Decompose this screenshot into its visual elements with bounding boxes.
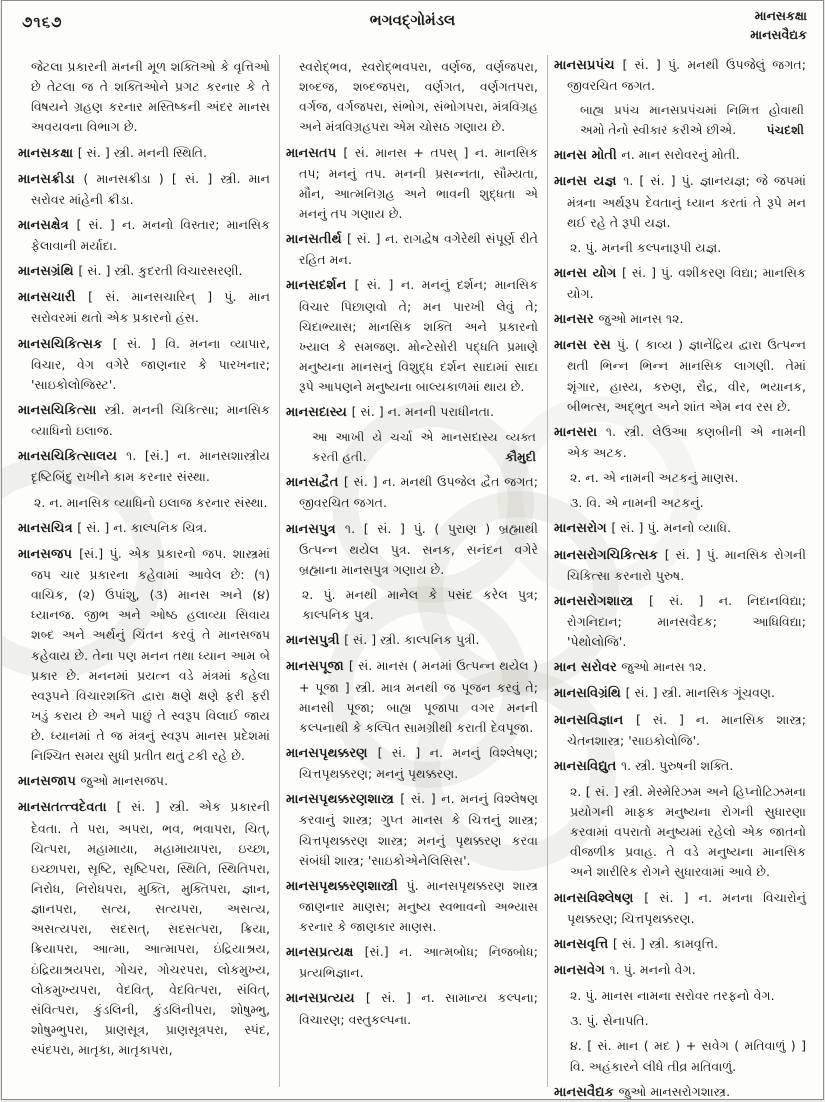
dictionary-entry [18,446,270,487]
entry-body: [ સં. ] ન. મનનું વિશ્લેષણ કરવાનું શાસ્ત્ર; ગુપ્ત માનસ કે ચિત્તનું શાસ્ત્ર; ચિત્તપૃથક્કરણ શાસ્ત્ર; મનનું પૃથક્કરણ કરવા સંબંધી શાસ્ત્ર; 'સાઇકોએનેલિસિસ'. [299,791,538,868]
entry-body: ૪. [ સં. માન ( મદ ) + સવેગ ( મતિવાળું ) ] વિ. અહંકારને લીધે તીવ્ર મતિવાળું. [570,1038,806,1074]
entry-sense [554,986,806,1006]
entry-body: [ સં. ] ન. સામાન્ય કલ્પના; વિચારણ; વસ્તુકલ્પના. [299,990,538,1027]
entry-body: ૧. [ સં. ] પું. ( પુરાણ ) બ્રહ્માથી ઉત્પન્ન થયેલ પુત્ર. સનક, સનંદન વગેરે બ્રહ્માના માનસપુત્ર ગણાય છે. [299,520,538,577]
entry-headword: માનસપૃથક્કરણશાસ્ત્રી [286,878,407,894]
entry-headword: માનસતીર્થ [286,232,347,248]
entry-body: ( માનસક્રીડા ) [ સં. ] સ્ત્રી. માન સરોવર માંહેની ક્રીડા. [31,170,270,207]
entry-body: [ સં. ] સ્ત્રી. એક પ્રકારની દેવતા. તે પરા, અપરા, ભવ, ભવાપરા, ચિત્, ચિત્પરા, મહામાયા, મહામાયાપરા, ઇચ્છા, ઇચ્છાપરા, સૃષ્ટિ, સૃષ્ટિપરા, સ્થિતિ, સ્થિતિપરા, નિરોધ, નિરોધપરા, મુક્તિ, મુક્તિપરા, જ્ઞાન, જ્ઞાનપરા, સત્ય, સત્યપરા, અસત્ય, અસત્યપરા, સદસત્, સદસત્પરા, ક્રિયા, ક્રિયાપરા, આત્મા, આત્માપરા, ઇંદ્રિયાશ્રય, ઇંદ્રિયાશ્રયપરા, ગોચર, ગોચરપરા, લોકમુખ્ય, લોકમુખ્યપરા, વેદવિત્, વેદવિત્પરા, સંવિત્, સંવિત્પરા, કુંડલિની, કુંડલિનીપરા, શોષુમ્ભુ, શોષુમ્ભુપરા, પ્રાણસૂત્ર, પ્રાણસૂત્રપરા, સ્પંદ, સ્પંદપરા, માતૃકા, માતૃકાપરા, [31,799,270,1058]
entry-body: ૧. [ સં. ] પું. જ્ઞાનયજ્ઞ; જે જપમાં મંત્રના અર્થરૂપ દેવતાનું ધ્યાન કરતાં તે રૂપે મન થઈ રહે તે રૂપી યજ્ઞ. [567,173,806,230]
entry-headword: માનસ મોતી [554,148,622,164]
entry-headword: માનસચિકિત્સા [18,403,105,419]
dictionary-entry [286,988,538,1029]
entry-body: [સં.] ન. આત્મબોધ; નિજબોધ; પ્રત્યભિજ્ઞાન. [299,944,538,981]
dictionary-entry [554,591,806,652]
entry-headword: માનસવિદ્યુત [554,758,621,774]
entry-headword: માનસપૃથક્કરણશાસ્ત્ર [286,792,401,808]
entry-sense [554,238,806,258]
entry-headword: માનસપ્રપંચ [554,58,623,73]
entry-body: [ સં. ] સ્ત્રી. માનસિક ગૂંચવણ. [625,685,776,701]
entry-body: [ સં. ] ન. મનની પરાધીનતા. [351,404,495,420]
entry-headword: માનસચિકિત્સક [18,336,113,352]
dictionary-entry [286,229,538,270]
dictionary-entry [18,771,270,792]
entry-body: [ સં. ] ન. મનથી ઉપજેલ દ્વૈત જગત; જીવરચિત જગત. [299,474,538,511]
guide-word-bottom: માનસવૈદ્યક [750,26,807,42]
entry-headword: માનસદ્વૈત [286,475,344,491]
dictionary-entry [554,1082,806,1100]
entry-headword: માનસપુત્ર [286,521,345,537]
entry-body: આ આખી યે ચર્ચા એ માનસદાસ્ય વ્યક્ત કરતી હતી. [312,430,536,464]
dictionary-entry [554,422,806,463]
dictionary-entry [286,519,538,580]
dictionary-entry [554,545,806,586]
dictionary-entry [554,55,806,96]
entry-headword: માનસપુત્રી [286,633,345,649]
entry-body: ૧. પું. મનનો વેગ. [609,961,696,977]
entry-body: સ્વરોદ્ભવ, સ્વરોદ્ભવપરા, વર્ણજ, વર્ણજપરા, શબ્દજ, શબ્દજપરા, વર્ણગત, વર્ણગતપરા, વર્ગજ, વર્ગજપરા, સંભોગ, સંભોગપરા, મંત્રવિગ્રહ અને મંત્રવિગ્રહપરા એમ ચોસઠ ગણાય છે. [299,59,538,135]
dictionary-entry [18,518,270,539]
entry-headword: માનસપ્રત્યક્ષ [286,945,365,961]
entry-body: ૩. પું. સેનાપતિ. [570,1013,649,1029]
dictionary-entry [554,518,806,539]
entry-body: જુઓ માનસરોગશાસ્ત્ર. [618,1083,731,1099]
entry-body: [ સં. ] વિ. મનના વ્યાપાર, વિચાર, વેગ વગેરે જાણનાર કે પારખનાર; 'સાઇકોલોજિસ્ટ'. [31,335,270,392]
entry-body: [ સં. ] સ્ત્રી. કાલ્પનિક પુત્રી. [344,632,480,648]
dictionary-entry [554,683,806,704]
dictionary-page [1,0,824,1100]
dictionary-entry [554,145,806,166]
entry-headword: માનસચિત્ર [18,520,78,536]
dictionary-entry [554,888,806,929]
entry-sense [554,468,806,488]
dictionary-entry [18,261,270,282]
dictionary-entry [554,309,806,330]
entry-body: [ સં. ] સ્ત્રી. કામવૃત્તિ. [612,935,719,951]
entry-headword: માનસવૈદ્યક [554,1084,619,1100]
entry-body: ૧. સ્ત્રી. પુરુષની શક્તિ. [620,757,734,773]
entry-citation [554,101,806,140]
dictionary-entry [18,797,270,1060]
entry-body: [ સં. ] સ્ત્રી. મનની સ્થિતિ. [77,144,208,160]
entry-headword: માનસવિગ્રંથિ [554,686,626,702]
citation-source: પંચદશી [766,122,804,137]
entry-headword: માનસરોગચિકિત્સક [554,547,665,563]
dictionary-entry [286,630,538,651]
entry-body: જુઓ માનસ ૧૨. [598,311,684,327]
entry-body: [ સં. ] ન. રાગદ્વેષ વગેરેથી સંપૂર્ણ રીતે રહિત મન. [299,231,538,268]
entry-body: સ્ત્રી. મનની ચિકિત્સા; માનસિક વ્યાધિનો ઇલાજ. [31,402,270,439]
entry-body: [ સં. ] ન. માનસિક શાસ્ત્ર; ચેતનશાસ્ત્ર; 'સાઇકોલોજિ'. [567,711,806,748]
entry-headword: માનસદર્શન [286,278,355,294]
entry-headword: માનસરોગશાસ્ત્ર [554,593,649,609]
page-header [2,1,823,53]
dictionary-entry [18,143,270,164]
dictionary-entry [18,169,270,210]
dictionary-entry [554,756,806,777]
entry-body: [ સં. ] પું. માનસિક રોગની ચિકિત્સા કરનારો પુરુષ. [567,546,806,583]
entry-sense [554,782,806,883]
entry-body: ૨. ન. એ નામની અટકનું માણસ. [570,470,739,486]
dictionary-entry [554,171,806,232]
entry-body: [ સં. ] ન. મનનું દર્શન; માનસિક વિચાર પિછાણવો તે; મન પારખી લેવું તે; ચિદાભ્યાસ; માનસિક શક્તિ અને પ્રકારનો ખ્યાલ કે સમજણ. મોન્ટેસોરી પદ્ધતિ પ્રમાણે મનુષ્યના માનસનું વિશુદ્ધ દર્શન સાદામાં સાદા રૂપે આપણને મનુષ્યના બાલ્યકાળમાં થાય છે. [299,277,538,395]
page-number: ૭૧૬૭ [22,13,63,31]
entry-body: [ સં. માનસચારિન્ ] પું. માન સરોવરમાં થતો એક પ્રકારનો હંસ. [31,289,270,326]
entry-body: [ સં. માનસ + તપસ્ ] ન. માનસિક તપ; મનનું તપ. મનની પ્રસન્નતા, સૌમ્યતા, મૌન, આત્મનિગ્રહ અને ભાવની શુદ્ધતા એ મનનું તપ ગણાય છે. [299,144,538,221]
entry-body: ૧. [સં.] ન. માનસશાસ્ત્રીય દૃષ્ટિબિંદુ રાખીને કામ કરનાર સંસ્થા. [31,448,270,485]
entry-body: બાહ્ય પ્રપંચ માનસપ્રપંચમાં નિમિત્ત હોવાથી અમો તેનો સ્વીકાર કરીએ છીએ. [580,103,804,137]
entry-headword: માનસકક્ષા [18,145,78,161]
continuation-paragraph [286,57,538,138]
continuation-paragraph [18,57,270,138]
entry-headword: માનસતપ [286,145,344,161]
entry-sense [18,493,270,513]
entry-headword: માનસતત્ત્વદેવતા [18,800,117,816]
column-left [12,55,279,1087]
entry-headword: માનસક્ષેત્ર [18,217,77,233]
dictionary-entry [554,934,806,955]
entry-headword: માન સરોવર [554,660,622,676]
entry-headword: માનસપ્રત્યય [286,991,366,1007]
entry-body: [ સં. માનસ ( મનમાં ઉત્પન્ન થયેલ ) + પૂજા ] સ્ત્રી. માત્ર મનથી જ પૂજન કરવું તે; માનસી પૂજા; બાહ્ય પૂજાપા વગર મનની કલ્પનાથી કે કલ્પિત સામગ્રીથી કરાતી દેવપૂજા. [299,658,539,735]
entry-body: પું. ( કાવ્ય ) જ્ઞાનેંદ્રિય દ્વારા ઉત્પન્ન થતી ભિન્ન ભિન્ન માનસિક લાગણી. તેમાં શૃંગાર, હાસ્ય, કરુણ, રૌદ્ર, વીર, ભયાનક, બીભત્સ, અદ્ભુત અને શાંત એમ નવ રસ છે. [567,337,806,414]
dictionary-entry [18,400,270,441]
dictionary-entry [554,263,806,304]
dictionary-entry [554,710,806,751]
dictionary-entry [554,960,806,981]
entry-headword: માનસવેગ [554,962,610,978]
entry-body: ન. માન સરોવરનું મોતી. [621,147,740,163]
column-middle [279,55,548,1087]
entry-body: [સં.] પું. એક પ્રકારનો જપ. શાસ્ત્રમાં જપ ચાર પ્રકારના કહેવામાં આવેલ છે: (૧) વાચિક, (૨) ઉપાંશુ, (૩) માનસ અને (૪) ધ્યાનજ. જીભ અને ઓષ્ઠ હલાવ્યા સિવાય શબ્દ અને અર્થનું ચિંતન કરવું તે માનસજપ કહેવાય છે. તેના પણ મનન તથા ધ્યાન આમ બે પ્રકાર છે. મનનમાં પ્રયત્ન વડે મંત્રમાં કહેલા સ્વરૂપને વિચારશક્તિ દ્વારા ક્ષણે ક્ષણે ફરી ફરી ખડું કરાય છે અને પાછું તે સ્વરૂપ વિલાઈ જાય છે. ધ્યાનમાં તે જ મંત્રનું સ્વરૂપ માનસ પ્રદેશમાં નિશ્ચિત સમય સુધી પ્રતીત થતું ટકી રહે છે. [31,545,270,764]
entry-body: ૩. વિ. એ નામની અટકનું. [570,495,704,511]
dictionary-entry [286,143,538,225]
guide-word-top: માનસકક્ષા [754,8,807,23]
entry-body: ૨. પું. મનથી માનેલ કે પસંદ કરેલ પુત્ર; કાલ્પનિક પુત્ર. [302,587,538,623]
dictionary-entry [554,335,806,417]
entry-body: ૨. પું. મનની કલ્પનારૂપી યજ્ઞ. [570,239,722,255]
dictionary-entry [554,657,806,678]
entry-headword: માનસરા [554,424,606,440]
dictionary-entry [286,402,538,423]
text-columns [12,55,815,1100]
entry-headword: માનસગ્રંથિ [18,264,79,280]
entry-headword: માનસજપ [18,546,80,562]
entry-body: [ સં. ] ન. નિદાનવિદ્યા; રોગનિદાન; માનસવૈદક; આધિવિદ્યા; 'પેથોલોજિ'. [567,592,806,650]
entry-headword: માનસવૃત્તિ [554,936,613,952]
entry-body: [ સં. ] પું. મનનો વ્યાધિ. [611,520,732,536]
dictionary-entry [286,275,538,397]
entry-body: [ સં. ] ન. મનનું વિશ્લેષણ; ચિત્તપૃથક્કરણ; મનનું પૃથક્કરણ. [299,744,538,782]
entry-sense [554,1036,806,1076]
entry-headword: માનસ રસ [554,338,617,354]
dictionary-entry [18,287,270,328]
dictionary-entry [286,942,538,983]
dictionary-entry [286,656,538,738]
entry-body: ૨. [ સં. ] સ્ત્રી. મેસ્મેરિઝમ અને હિપ્નોટિઝમના પ્રયોગની માફક મનુષ્યના રોગની સુધારણા કરવામાં વપરાતો મનુષ્યમાં રહેલો એક જાતનો વીજળીક પ્રવાહ. તે વડે મનુષ્યના માનસિક અને શારીરિક રોગને સુધારવામાં આવે છે. [570,783,806,880]
dictionary-entry [18,215,270,256]
dictionary-entry [18,544,270,767]
entry-headword: માનસજાપ [18,774,81,790]
entry-headword: માનસદાસ્ય [286,405,352,421]
dictionary-entry [286,743,538,784]
entry-sense [554,493,806,513]
dictionary-entry [18,334,270,395]
entry-body: પું. માનસપૃથક્કરણ શાસ્ત્ર જાણનાર માણસ; મનુષ્ય સ્વભાવનો અભ્યાસ કરનાર કે જાણકાર માણસ. [299,877,538,935]
entry-headword: માનસચારી [18,290,89,306]
entry-body: ૧. સ્ત્રી. લેઉઆ કણબીની એ નામની એક અટક. [567,423,806,461]
column-right [548,55,815,1100]
dictionary-entry [286,789,538,871]
dictionary-entry [286,472,538,513]
entry-headword: માનસ યજ્ઞ [554,174,624,190]
guide-words [750,7,807,45]
entry-body: [ સં. ] પું. વશીકરણ વિદ્યા; માનસિક યોગ. [567,264,806,302]
entry-headword: માનસપૂજા [286,659,349,675]
entry-body: ૨. ન. માનસિક વ્યાધિનો ઇલાજ કરનાર સંસ્થા. [34,494,268,510]
entry-body: જેટલા પ્રકારની મનની મૂળ શક્તિઓ કે વૃત્તિઓ છે તેટલા જ તે શક્તિઓને પ્રગટ કરનાર કે તે વિષયને ગ્રહણ કરનાર મસ્તિષ્કની અંદર માનસ અવયવના વિભાગ છે. [31,59,270,135]
entry-sense [286,585,538,625]
entry-body: જુઓ માનસ ૧૨. [621,659,707,675]
entry-body: [ સં. ] ન. મનનો વિસ્તાર; માનસિક ફેલાવાની મર્યાદા. [31,216,270,254]
entry-headword: માનસવિજ્ઞાન [554,712,636,728]
dictionary-entry [286,876,538,937]
entry-citation [286,428,538,467]
page-title: ભગવદ્ગોમંડલ [369,11,456,29]
entry-headword: માનસવિશ્લેષણ [554,890,645,906]
citation-source: કૌમુદી [505,449,536,464]
entry-body: ૨. પું. માનસ નામના સરોવર તરફનો વેગ. [570,988,775,1004]
entry-body: [ સં. ] સ્ત્રી. કુદરતી વિચારસરણી. [78,263,243,279]
entry-headword: માનસરોગ [554,521,612,537]
entry-body: જુઓ માનસજપ. [80,773,169,789]
entry-headword: માનસ યોગ [554,265,622,281]
entry-sense [554,1011,806,1031]
entry-body: [ સં. ] ન. કાલ્પનિક ચિત્ર. [77,519,208,535]
entry-headword: માનસપૃથક્કરણ [286,745,378,761]
entry-headword: માનસર [554,312,599,328]
entry-body: [ સં. ] ન. મનના વિચારોનું પૃથક્કરણ; ચિત્તપૃથક્કરણ. [567,889,806,926]
entry-headword: માનસચિકિત્સાલય [18,449,127,465]
entry-body: [ સં. ] પું. મનથી ઉપજેલું જગત; જીવરચિત જગત. [567,57,806,94]
entry-headword: માનસક્રીડા [18,171,84,187]
